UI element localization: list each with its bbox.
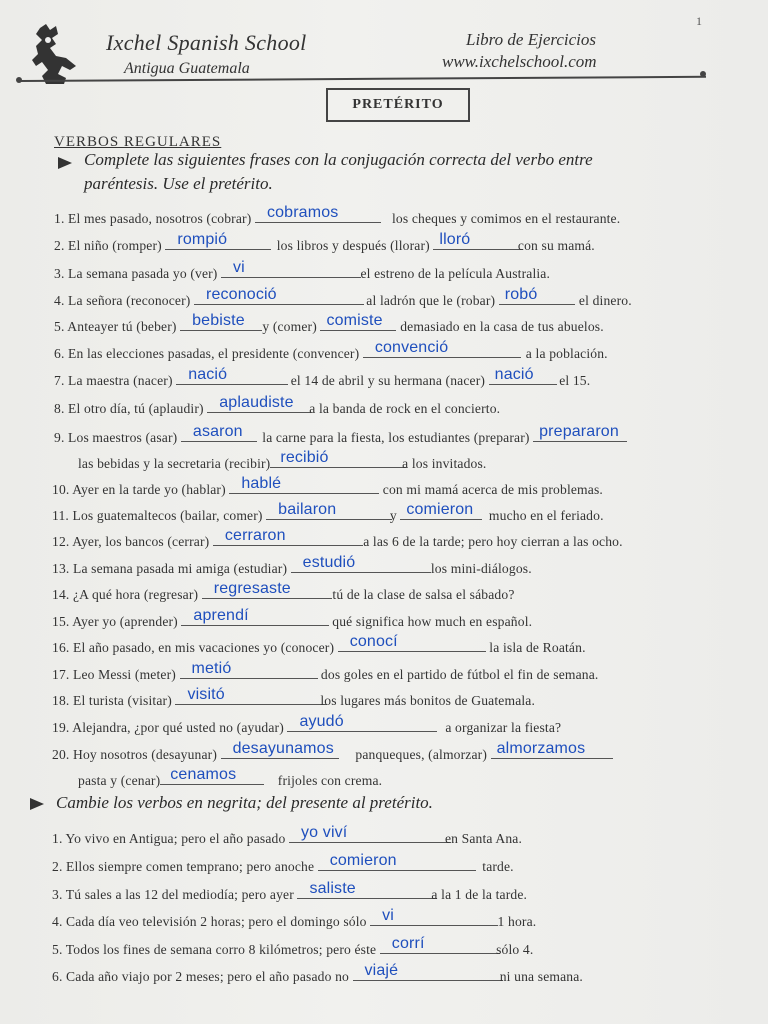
exercise-text: 16. El año pasado, en mis vacaciones yo (conocer) — [52, 640, 338, 655]
exercise-text-after: la isla de Roatán. — [485, 640, 586, 655]
page-title: PRETÉRITO — [326, 88, 470, 122]
exercise-text-after: los mini-diálogos. — [427, 561, 532, 576]
answer-text: comieron — [329, 852, 397, 869]
exercise-text-mid: el 14 de abril y su hermana (nacer) — [287, 373, 489, 388]
exercise-line — [54, 394, 501, 418]
answer-text: bebiste — [192, 312, 245, 329]
exercise-text: 14. ¿A qué hora (regresar) — [52, 587, 202, 602]
answer-text: almorzamos — [496, 740, 586, 757]
bullet-arrow-icon — [58, 157, 72, 169]
exercise-text: 9. Los maestros (asar) — [54, 430, 181, 445]
exercise-text-after: frijoles con crema. — [274, 773, 383, 788]
exercise-line — [52, 880, 528, 904]
exercise-text-after: a la 1 de la tarde. — [427, 887, 528, 902]
exercise-text: 17. Leo Messi (meter) — [52, 667, 180, 682]
exercise-text-after: en Santa Ana. — [441, 831, 523, 846]
exercise-text-after: a organizar la fiesta? — [441, 720, 562, 735]
answer-text: prepararon — [539, 423, 619, 440]
header-rule — [20, 76, 706, 82]
answer-text: corrí — [391, 935, 425, 952]
exercise-line — [52, 962, 583, 986]
website: www.ixchelschool.com — [442, 52, 597, 71]
exercise-text: 8. El otro día, tú (aplaudir) — [54, 401, 208, 416]
answer-text: aplaudiste — [219, 394, 294, 411]
answer-text: ayudó — [299, 713, 344, 730]
answer-text: regresaste — [213, 580, 291, 597]
answer-text: reconoció — [206, 286, 277, 303]
page-number: 1 — [696, 14, 702, 28]
exercise-text: 6. Cada año viajo por 2 meses; pero el año pasado no — [52, 969, 353, 984]
answer-text: rompió — [177, 231, 228, 248]
exercise-text-after: a la banda de rock en el concierto. — [305, 401, 501, 416]
exercise-line-cont — [78, 449, 487, 473]
answer-text: nació — [494, 366, 534, 383]
answer-text: viajé — [364, 962, 399, 979]
answer-text: yo viví — [301, 824, 348, 841]
exercise-text-after: 1 hora. — [494, 914, 537, 929]
exercise-text: 1. Yo vivo en Antigua; pero el año pasado — [52, 831, 289, 846]
exercise-line — [52, 740, 621, 764]
exercise-text-after: sólo 4. — [492, 942, 534, 957]
exercise-line — [52, 501, 604, 525]
exercise-text-mid: los libros y después (llorar) — [273, 238, 434, 253]
section1-instruction-2: paréntesis. Use el pretérito. — [84, 174, 273, 193]
answer-text: robó — [504, 286, 538, 303]
exercise-text-after: dos goles en el partido de fútbol el fin de semana. — [317, 667, 599, 682]
exercise-text: 3. Tú sales a las 12 del mediodía; pero ayer — [52, 887, 298, 902]
answer-text: hablé — [241, 475, 282, 492]
exercise-text-mid: panqueques, (almorzar) — [351, 747, 491, 762]
exercise-text-after: tarde. — [478, 859, 514, 874]
section2-heading: Cambie los verbos en negrita; del presente al pretérito. — [56, 793, 433, 812]
exercise-text: 13. La semana pasada mi amiga (estudiar) — [52, 561, 291, 576]
exercise-line — [52, 580, 515, 604]
answer-text: saliste — [309, 880, 356, 897]
answer-text: convenció — [374, 339, 449, 356]
exercise-text: 1. El mes pasado, nosotros (cobrar) — [54, 211, 255, 226]
answer-text: metió — [191, 660, 232, 677]
exercise-line — [52, 686, 536, 710]
answer-text: cobramos — [266, 204, 339, 221]
exercise-text-after: los cheques y comimos en el restaurante. — [388, 211, 621, 226]
exercise-line — [52, 852, 514, 876]
answer-text: vi — [233, 259, 245, 276]
mayan-figure-logo-icon — [26, 22, 86, 86]
section1-instruction: Complete las siguientes frases con la conjugación correcta del verbo entre — [84, 150, 593, 169]
school-name: Ixchel Spanish School — [106, 30, 307, 55]
answer-text: estudió — [302, 554, 356, 571]
section1-heading: VERBOS REGULARES — [54, 134, 222, 150]
exercise-text-mid: y — [386, 508, 401, 523]
exercise-line — [54, 286, 632, 310]
exercise-text: 10. Ayer en la tarde yo (hablar) — [52, 482, 230, 497]
exercise-text: 3. La semana pasada yo (ver) — [54, 266, 222, 281]
exercise-text-after: el estreno de la película Australia. — [356, 266, 551, 281]
exercise-text: 4. Cada día veo televisión 2 horas; pero el domingo sólo — [52, 914, 371, 929]
answer-text: vi — [382, 907, 394, 924]
answer-text: aprendí — [193, 607, 249, 624]
exercise-text-after: a la población. — [522, 346, 608, 361]
exercise-line — [54, 339, 608, 363]
exercise-line — [54, 259, 551, 283]
exercise-line — [52, 633, 586, 657]
exercise-text: 7. La maestra (nacer) — [54, 373, 177, 388]
exercise-line — [52, 713, 562, 737]
exercise-text-mid: la carne para la fiesta, los estudiantes (preparar) — [258, 430, 534, 445]
exercise-text-after: qué significa how much en español. — [328, 614, 533, 629]
answer-text: cenamos — [170, 766, 237, 783]
exercise-text: 6. En las elecciones pasadas, el presidente (convencer) — [54, 346, 363, 361]
exercise-line — [54, 423, 627, 447]
answer-text: recibió — [280, 449, 329, 466]
exercise-line — [54, 204, 621, 228]
answer-text: comieron — [406, 501, 474, 518]
exercise-text: 5. Todos los fines de semana corro 8 kilómetros; pero éste — [52, 942, 380, 957]
answer-text: asaron — [192, 423, 243, 440]
exercise-line — [52, 475, 603, 499]
exercise-text: 2. El niño (romper) — [54, 238, 166, 253]
exercise-text-after: con su mamá. — [514, 238, 595, 253]
exercise-text-after: demasiado en la casa de tus abuelos. — [396, 319, 604, 334]
exercise-text: 2. Ellos siempre comen temprano; pero anoche — [52, 859, 318, 874]
answer-text: nació — [188, 366, 228, 383]
exercise-text: 15. Ayer yo (aprender) — [52, 614, 182, 629]
answer-text: lloró — [439, 231, 471, 248]
exercise-text-mid: al ladrón que le (robar) — [362, 293, 499, 308]
exercise-text: 12. Ayer, los bancos (cerrar) — [52, 534, 213, 549]
answer-text: bailaron — [278, 501, 337, 518]
answer-text: visitó — [187, 686, 225, 703]
exercise-line — [54, 231, 595, 255]
exercise-line — [52, 660, 599, 684]
answer-text: desayunamos — [232, 740, 334, 757]
exercise-text-mid: y (comer) — [258, 319, 321, 334]
exercise-text-after: a las 6 de la tarde; pero hoy cierran a las ocho. — [359, 534, 623, 549]
rule-end-dot — [700, 71, 706, 77]
answer-text: conocí — [349, 633, 398, 650]
bullet-arrow-icon — [30, 798, 44, 810]
exercise-line — [52, 554, 532, 578]
exercise-text: pasta y (cenar) — [78, 773, 161, 788]
exercise-text-after: el 15. — [555, 373, 591, 388]
exercise-text-after: con mi mamá acerca de mis problemas. — [379, 482, 603, 497]
exercise-line-cont — [78, 766, 383, 790]
exercise-text: 11. Los guatemaltecos (bailar, comer) — [52, 508, 267, 523]
exercise-line — [52, 607, 533, 631]
exercise-text: 18. El turista (visitar) — [52, 693, 176, 708]
exercise-text: 5. Anteayer tú (beber) — [54, 319, 181, 334]
exercise-line — [52, 907, 537, 931]
exercise-text: 19. Alejandra, ¿por qué usted no (ayudar) — [52, 720, 288, 735]
exercise-text: 20. Hoy nosotros (desayunar) — [52, 747, 221, 762]
book-title: Libro de Ejercicios — [466, 30, 596, 49]
answer-text: cerraron — [224, 527, 286, 544]
answer-text: comiste — [326, 312, 383, 329]
exercise-text-after: el dinero. — [575, 293, 632, 308]
exercise-line — [52, 824, 523, 848]
exercise-text-after: mucho en el feriado. — [485, 508, 604, 523]
exercise-text: 4. La señora (reconocer) — [54, 293, 194, 308]
exercise-line — [52, 935, 534, 959]
exercise-line — [54, 312, 604, 336]
exercise-text: las bebidas y la secretaria (recibir) — [78, 456, 271, 471]
exercise-text-after: a los invitados. — [398, 456, 487, 471]
rule-end-dot — [16, 77, 22, 83]
exercise-line — [54, 366, 591, 390]
exercise-line — [52, 527, 623, 551]
school-city: Antigua Guatemala — [124, 60, 250, 77]
exercise-text-after: tú de la clase de salsa el sábado? — [328, 587, 515, 602]
exercise-text-after: los lugares más bonitos de Guatemala. — [316, 693, 536, 708]
exercise-text-after: ni una semana. — [496, 969, 583, 984]
